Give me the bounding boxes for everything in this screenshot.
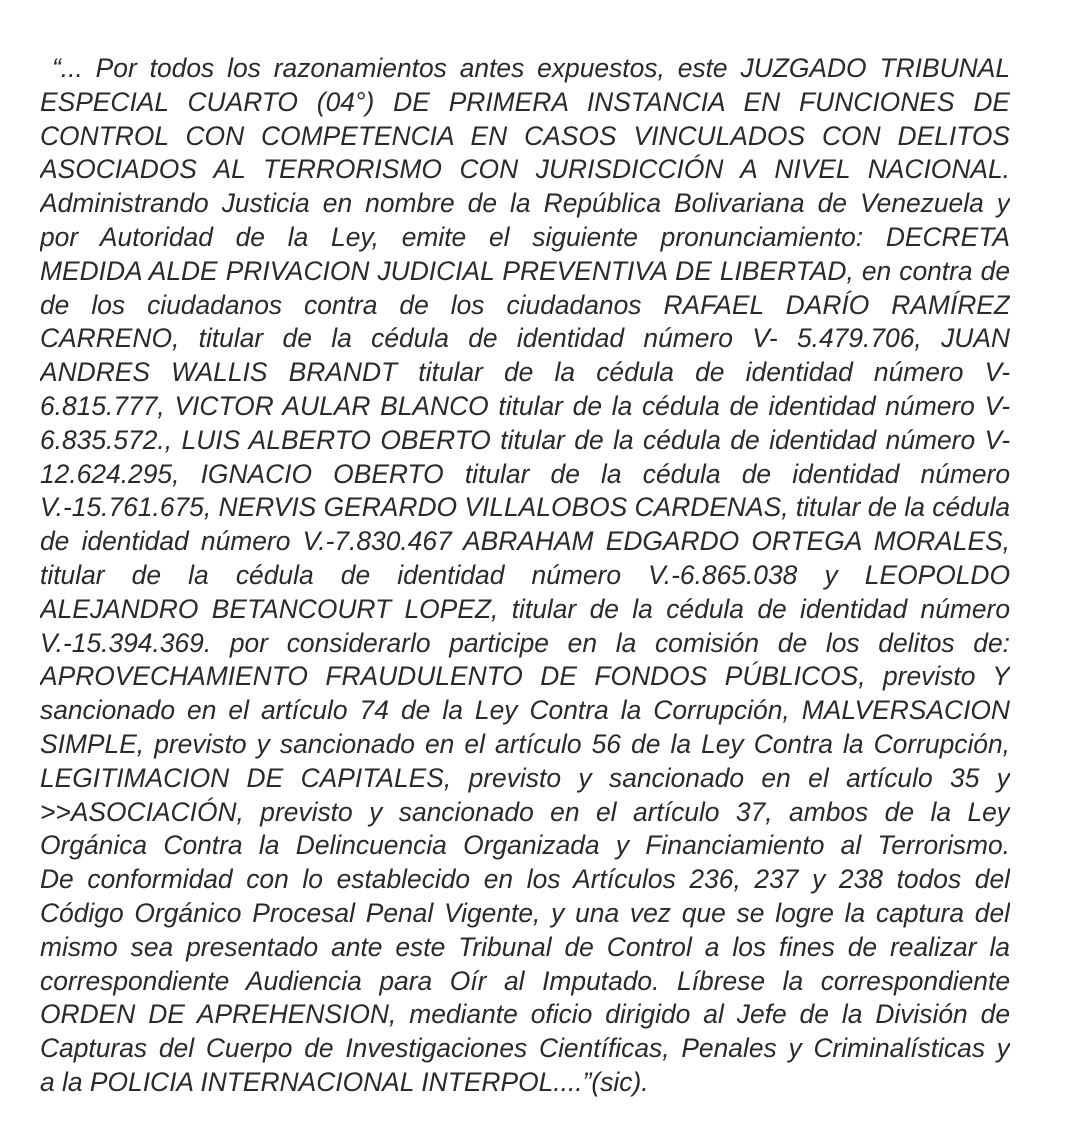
text-line: Orgánica Contra la Delincuencia Organizada y Financiamiento al Terrorismo. xyxy=(40,830,1010,861)
text-line: CARRENO, titular de la cédula de identidad número V- 5.479.706, JUAN xyxy=(40,323,1010,354)
text-line: 6.815.777, VICTOR AULAR BLANCO titular de la cédula de identidad número V- xyxy=(40,390,1010,421)
text-line: APROVECHAMIENTO FRAUDULENTO DE FONDOS PÚBLICOS, previsto Y xyxy=(40,661,1010,692)
text-line: V.-15.761.675, NERVIS GERARDO VILLALOBOS CARDENAS, titular de la cédula xyxy=(40,492,1010,523)
text-line: ORDEN DE APREHENSION, mediante oficio dirigido al Jefe de la División de xyxy=(40,999,1010,1030)
text-line: De conformidad con lo establecido en los Artículos 236, 237 y 238 todos del xyxy=(40,864,1010,895)
text-line: por Autoridad de la Ley, emite el siguiente pronunciamiento: DECRETA xyxy=(40,221,1010,252)
court-ruling-quote xyxy=(40,52,1010,1100)
text-line: ASOCIADOS AL TERRORISMO CON JURISDICCIÓN A NIVEL NACIONAL. xyxy=(40,154,1010,185)
text-line: titular de la cédula de identidad número V.-6.865.038 y LEOPOLDO xyxy=(40,559,1010,590)
text-line: 12.624.295, IGNACIO OBERTO titular de la cédula de identidad número xyxy=(40,458,1010,489)
text-line: ALEJANDRO BETANCOURT LOPEZ, titular de la cédula de identidad número xyxy=(40,593,1010,624)
text-line: ANDRES WALLIS BRANDT titular de la cédula de identidad número V- xyxy=(40,357,1010,388)
text-line: LEGITIMACION DE CAPITALES, previsto y sancionado en el artículo 35 y xyxy=(40,762,1010,793)
text-line: CONTROL CON COMPETENCIA EN CASOS VINCULADOS CON DELITOS xyxy=(40,120,1010,151)
text-line: “... Por todos los razonamientos antes expuestos, este JUZGADO TRIBUNAL xyxy=(52,53,1010,83)
text-line: >>ASOCIACIÓN, previsto y sancionado en el artículo 37, ambos de la Ley xyxy=(40,796,1010,827)
text-line: mismo sea presentado ante este Tribunal de Control a los fines de realizar la xyxy=(40,931,1010,962)
text-line: Capturas del Cuerpo de Investigaciones Científicas, Penales y Criminalísticas y xyxy=(40,1033,1010,1064)
text-line: Código Orgánico Procesal Penal Vigente, y una vez que se logre la captura del xyxy=(40,897,1010,928)
text-line: Administrando Justicia en nombre de la República Bolivariana de Venezuela y xyxy=(40,188,1010,219)
text-line: correspondiente Audiencia para Oír al Imputado. Líbrese la correspondiente xyxy=(40,965,1010,996)
text-line: de los ciudadanos contra de los ciudadanos RAFAEL DARÍO RAMÍREZ xyxy=(40,289,1010,320)
text-line: 6.835.572., LUIS ALBERTO OBERTO titular de la cédula de identidad número V- xyxy=(40,424,1010,455)
text-line: sancionado en el artículo 74 de la Ley Contra la Corrupción, MALVERSACION xyxy=(40,695,1010,726)
text-line: V.-15.394.369. por considerarlo participe en la comisión de los delitos de: xyxy=(40,627,1010,658)
text-line: MEDIDA ALDE PRIVACION JUDICIAL PREVENTIVA DE LIBERTAD, en contra de xyxy=(40,255,1010,286)
text-line-final: a la POLICIA INTERNACIONAL INTERPOL....”(sic). xyxy=(40,1066,649,1097)
text-line: SIMPLE, previsto y sancionado en el artículo 56 de la Ley Contra la Corrupción, xyxy=(40,728,1010,759)
text-line: de identidad número V.-7.830.467 ABRAHAM EDGARDO ORTEGA MORALES, xyxy=(40,526,1010,557)
text-line: ESPECIAL CUARTO (04°) DE PRIMERA INSTANCIA EN FUNCIONES DE xyxy=(40,86,1010,117)
